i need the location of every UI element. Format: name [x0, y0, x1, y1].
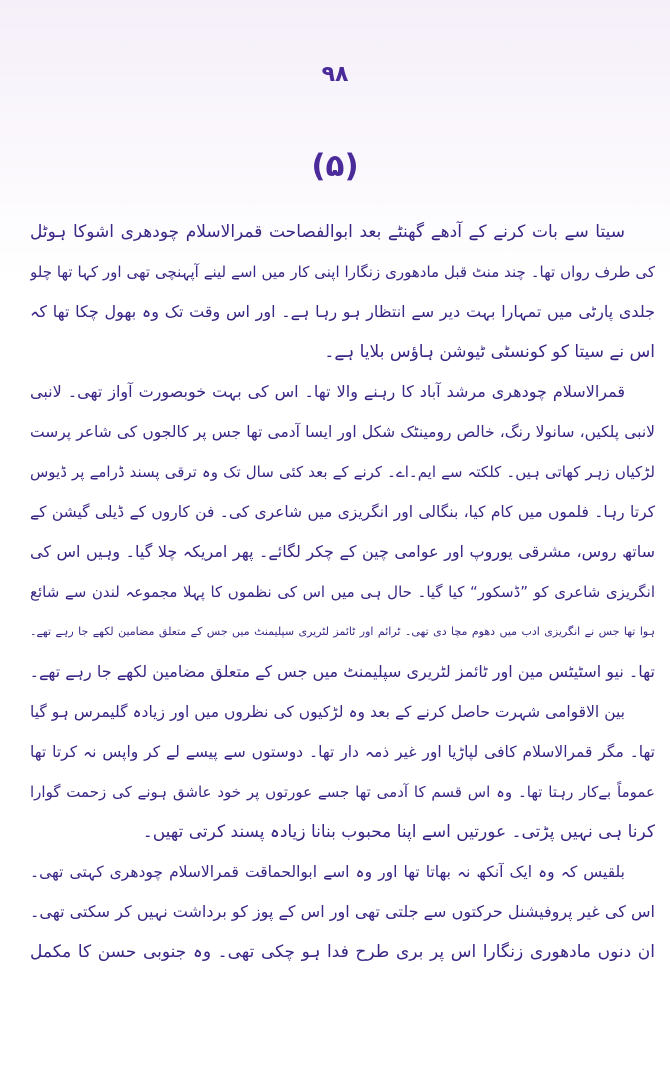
text-line: ہوا تھا جس نے انگریزی ادب میں دھوم مچا دی تھی۔ ٹرائم اور ٹائمز لٹریری سپلیمنٹ میں جس کے متعلق مضامین لکھے جا رہے تھے۔: [30, 625, 655, 638]
text-line: کی طرف رواں تھا۔ چند منٹ قبل مادھوری زنگارا اپنی کار میں اسے لینے آپہنچی تھی اور کہا تھا چلو: [30, 263, 655, 281]
page-number: ۹۸: [321, 62, 349, 87]
text-line: سیتا سے بات کرنے کے آدھے گھنٹے بعد ابوالفصاحت قمرالاسلام چودھری اشوکا ہوٹل: [30, 222, 625, 242]
text-line: قمرالاسلام چودھری مرشد آباد کا رہنے والا تھا۔ اس کی بہت خوبصورت آواز تھی۔ لانبی: [30, 382, 625, 401]
text-line: تھا۔ نیو اسٹیٹس مین اور ٹائمز لٹریری سپلیمنٹ میں جس کے متعلق مضامین لکھے جا رہے تھے۔: [30, 662, 655, 681]
text-line: ساتھ روس، مشرقی یوروپ اور عوامی چین کے چکر لگائے۔ پھر امریکہ چلا گیا۔ وہیں اس کی: [30, 542, 655, 561]
text-line: لڑکیاں زہر کھاتی ہیں۔ کلکتہ سے ایم۔اے۔ کرنے کے بعد کئی سال تک وہ ترقی پسند ڈرامے پر ڈیوس: [30, 463, 655, 481]
text-line: ان دنوں مادھوری زنگارا اس پر بری طرح فدا ہو چکی تھی۔ وہ جنوبی حسن کا مکمل: [30, 942, 655, 962]
text-line: اس کی غیر پروفیشنل حرکتوں سے جلتی تھی اور اس کے پوز کو برداشت نہیں کر سکتی تھی۔: [30, 902, 655, 921]
text-line: بین الاقوامی شہرت حاصل کرنے کے بعد وہ لڑکیوں کی نظروں میں اور زیادہ گلیمرس ہو گیا: [30, 703, 625, 721]
text-line: انگریزی شاعری کو ”ڈسکور“ کیا گیا۔ حال ہی میں اس کی نظموں کا پہلا مجموعہ لندن سے شائع: [30, 583, 655, 601]
chapter-number: (۵): [311, 148, 359, 184]
text-line: لانبی پلکیں، سانولا رنگ، خالص رومینٹک شکل اور ایسا آدمی تھا جس پر کالجوں کی شاعر پرست: [30, 423, 655, 441]
text-line: جلدی پارٹی میں تمہارا بہت دیر سے انتظار ہو رہا ہے۔ اور اس وقت تک وہ بھول چکا تھا کہ: [30, 302, 655, 321]
text-line: بلقیس کہ وہ ایک آنکھ نہ بھاتا تھا اور وہ اسے ابوالحماقت قمرالاسلام چودھری کہتی تھی۔: [30, 863, 625, 881]
text-line: عموماً بےکار رہتا تھا۔ وہ اس قسم کا آدمی تھا جسے عورتوں پر خود عاشق ہونے کی زحمت گوارا: [30, 783, 655, 801]
text-line: کرتا رہا۔ فلموں میں کام کیا، بنگالی اور انگریزی میں شاعری کی۔ فن کاروں کے ڈیلی گیشن کے: [30, 503, 655, 521]
text-line: کرنا ہی نہیں پڑتی۔ عورتیں اسے اپنا محبوب بنانا زیادہ پسند کرتی تھیں۔: [142, 822, 655, 842]
text-line: تھا۔ مگر قمرالاسلام کافی لپاڑیا اور غیر ذمہ دار تھا۔ دوستوں سے پیسے لے کر واپس نہ کرتا تھا: [30, 743, 655, 761]
text-line: اس نے سیتا کو کونسٹی ٹیوشن ہاؤس بلایا ہے۔: [324, 342, 655, 362]
body-text: [30, 212, 655, 972]
